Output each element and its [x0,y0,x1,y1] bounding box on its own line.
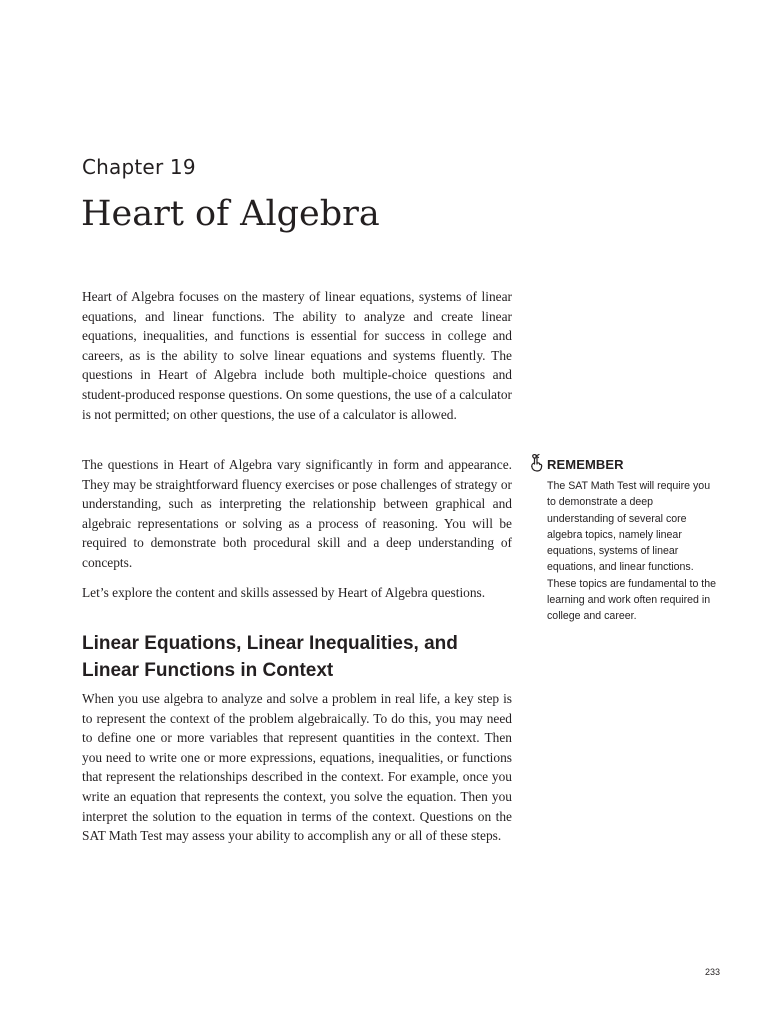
page-number: 233 [705,967,721,977]
intro-paragraph-1: Heart of Algebra focuses on the mastery of linear equations, systems of linear equations, and linear functions. The ability to analyze and create linear equations, inequalities, and functions is essential for success in college and careers, as is the ability to solve linear equations and systems fluently. The questions in Heart of Algebra include both multiple-choice questions and student-produced response questions. On some questions, the use of a calculator is not permitted; on other questions, the use of a calculator is allowed. [82,289,512,422]
intro-paragraph-3: Let’s explore the content and skills assessed by Heart of Algebra questions. [82,585,486,600]
intro-paragraph-2: The questions in Heart of Algebra vary significantly in form and appearance. They may be straightforward fluency exercises or pose challenges of strategy or understanding, such as interpreting the relationship between graphical and algebraic representations or solving as a process of reasoning. You will be required to demonstrate both procedural skill and a deep understanding of concepts. [82,457,512,570]
chapter-title: Heart of Algebra [81,194,380,234]
chapter-label: Chapter 19 [82,155,196,179]
section-heading: Linear Equations, Linear Inequalities, and Linear Functions in Context [82,633,458,681]
remember-header [527,452,717,474]
remember-finger-icon [527,453,545,473]
remember-label: REMEMBER [547,456,624,472]
section-paragraph-1: When you use algebra to analyze and solve a problem in real life, a key step is to represent the context of the problem algebraically. To do this, you may need to define one or more variables that represent quantities in the context. Then you need to write one or more expressions, equations, inequalities, or functions that represent the relationships described in the context. For example, once you write an equation that represents the context, you solve the equation. Then you interpret the solution to the equation in terms of the context. Questions on the SAT Math Test may assess your ability to accomplish any or all of these steps. [82,691,512,844]
remember-text: The SAT Math Test will require you to demonstrate a deep understanding of several core algebra topics, namely linear equations, systems of linear equations, and linear functions. These topics are fundamental to the learning and work often required in college and career. [547,480,717,623]
remember-sidebar [527,452,717,625]
